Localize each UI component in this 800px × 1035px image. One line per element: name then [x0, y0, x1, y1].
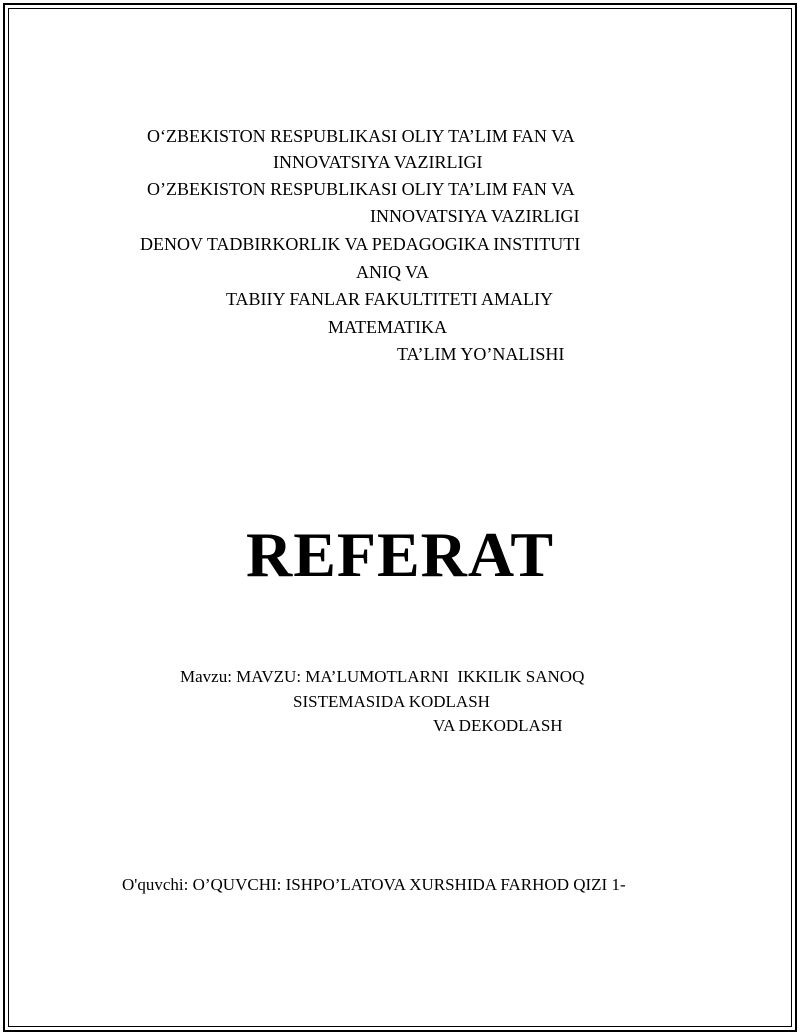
header-line-ministry-repeat: O’ZBEKISTON RESPUBLIKASI OLIY TA’LIM FAN VA	[147, 179, 575, 199]
header-line-ministry-repeat-cont: INNOVATSIYA VAZIRLIGI	[370, 206, 580, 226]
header-line-subject: MATEMATIKA	[328, 317, 447, 337]
topic-line-1: Mavzu: MAVZU: MA’LUMOTLARNI IKKILIK SANOQ	[180, 667, 585, 686]
topic-line-3: VA DEKODLASH	[433, 716, 563, 735]
header-line-ministry: O‘ZBEKISTON RESPUBLIKASI OLIY TA’LIM FAN VA	[147, 126, 575, 146]
header-line-faculty-cont: TABIIY FANLAR FAKULTITETI AMALIY	[226, 289, 554, 309]
header-line-faculty: ANIQ VA	[356, 262, 429, 282]
header-line-ministry-cont: INNOVATSIYA VAZIRLIGI	[273, 152, 483, 172]
topic-line-2: SISTEMASIDA KODLASH	[293, 692, 490, 711]
header-line-direction: TA’LIM YO’NALISHI	[397, 344, 565, 364]
student-line: O'quvchi: O’QUVCHI: ISHPO’LATOVA XURSHIDA FARHOD QIZI 1-	[122, 875, 626, 894]
header-line-institute: DENOV TADBIRKORLIK VA PEDAGOGIKA INSTITUTI	[140, 234, 581, 254]
document-title: REFERAT	[245, 519, 555, 590]
